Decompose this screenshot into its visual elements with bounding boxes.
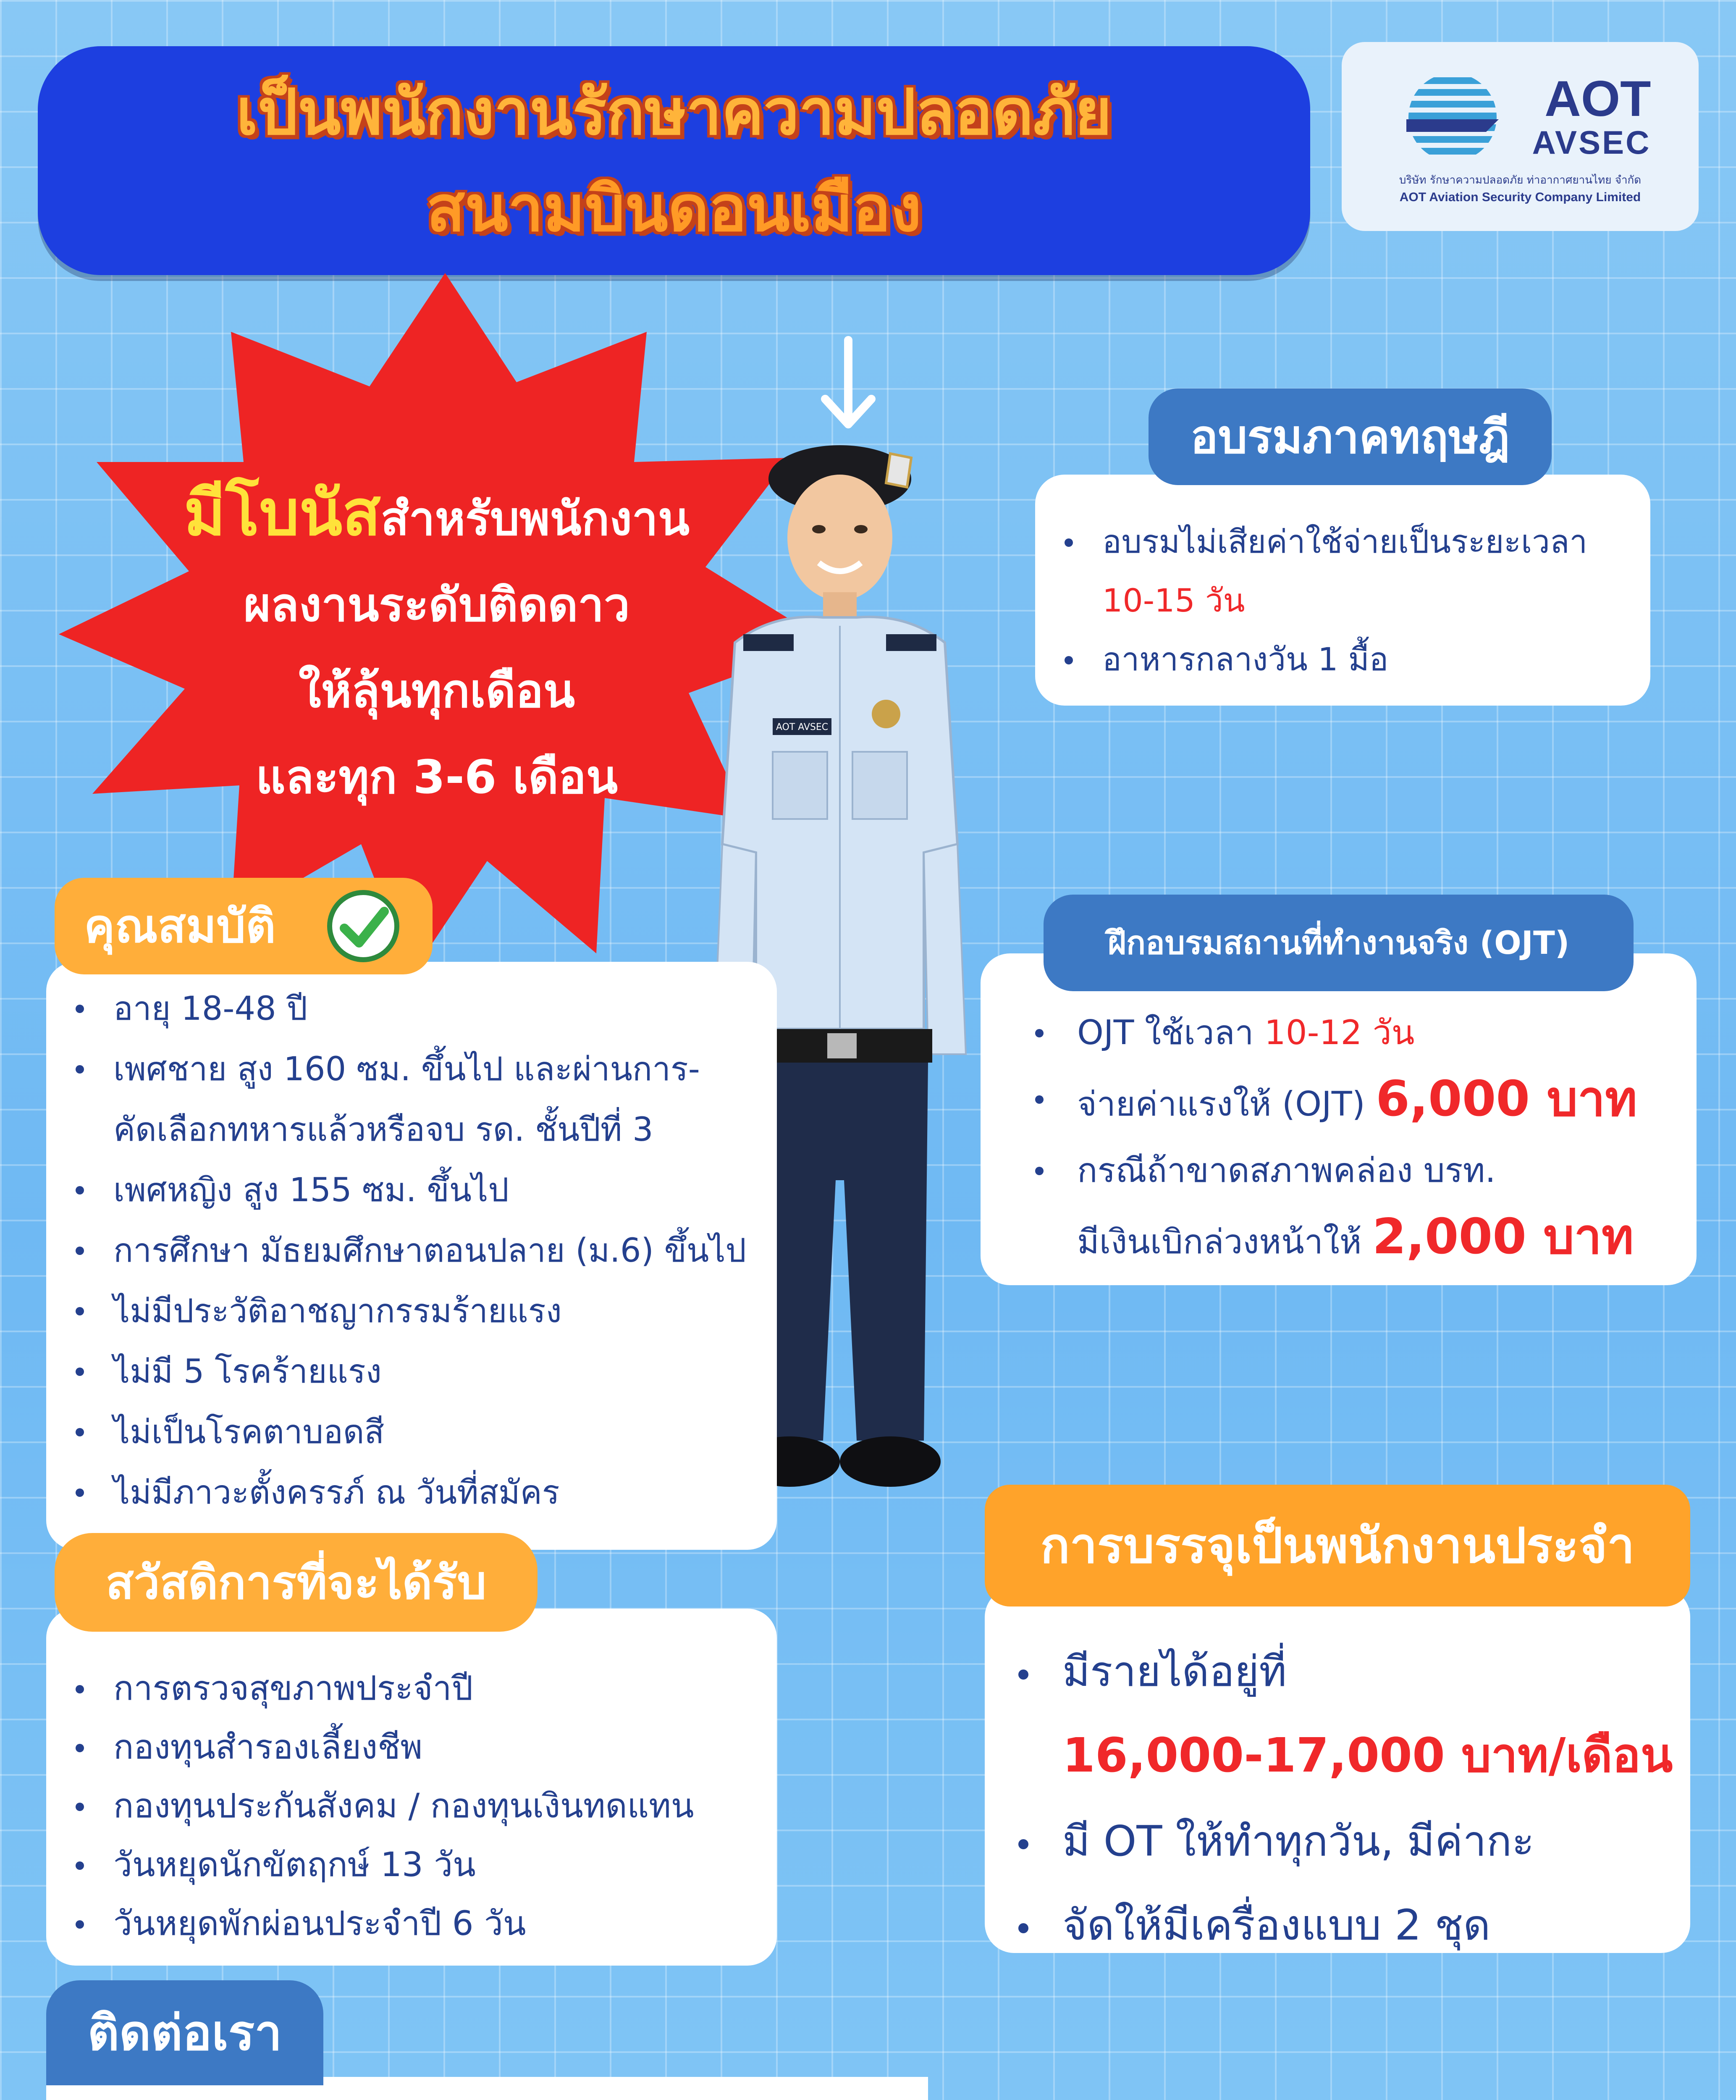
- list-item: [981, 1000, 1697, 1066]
- page-title-line1: เป็นพนักงานรักษาความปลอดภัย: [236, 76, 1112, 149]
- list-item: การศึกษา มัธยมศึกษาตอนปลาย (ม.6) ขึ้นไป: [46, 1221, 777, 1281]
- logo-company-th: บริษัท รักษาความปลอดภัย ท่าอากาศยานไทย จำกัด: [1399, 173, 1642, 186]
- logo-row: [1390, 69, 1651, 165]
- list-item: วันหยุดนักขัตฤกษ์ 13 วัน: [46, 1835, 777, 1894]
- title-banner: [38, 46, 1310, 275]
- welfare-card: [46, 1609, 777, 1966]
- list-item: มี OT ให้ทำทุกวัน, มีค่ากะ: [985, 1799, 1690, 1883]
- ojt-item2-highlight: 6,000 บาท: [1376, 1071, 1637, 1127]
- list-item: เพศหญิง สูง 155 ซม. ขึ้นไป: [46, 1160, 777, 1221]
- list-item: [46, 1039, 777, 1160]
- list-item: [981, 1137, 1697, 1275]
- bonus-line2: ผลงานระดับติดดาว: [244, 578, 630, 632]
- arrow-down-icon: [819, 336, 878, 433]
- bonus-line3: ให้ลุ้นทุกเดือน: [298, 664, 575, 718]
- list-item: กองทุนประกันสังคม / กองทุนเงินทดแทน: [46, 1777, 777, 1835]
- ojt-card: [981, 953, 1697, 1285]
- logo-company-en: AOT Aviation Security Company Limited: [1399, 190, 1641, 204]
- theory-heading: อบรมภาคทฤษฎี: [1149, 388, 1552, 485]
- ojt-heading: ฝึกอบรมสถานที่ทำงานจริง (OJT): [1044, 895, 1634, 991]
- list-item: อาหารกลางวัน 1 มื้อ: [1035, 630, 1650, 689]
- logo-text: [1532, 70, 1651, 161]
- welfare-list: [46, 1659, 777, 1953]
- logo-sub: AVSEC: [1532, 123, 1651, 161]
- list-item: [985, 1630, 1690, 1799]
- theory-card: [1035, 475, 1650, 706]
- list-item: ไม่มีประวัติอาชญากรรมร้ายแรง: [46, 1281, 777, 1341]
- employment-salary: 16,000-17,000 บาท/เดือน: [1062, 1728, 1673, 1783]
- ojt-item1: OJT ใช้เวลา: [1077, 1013, 1254, 1052]
- theory-list: [1035, 512, 1650, 689]
- list-item: ไม่เป็นโรคตาบอดสี: [46, 1402, 777, 1462]
- logo-brand: AOT: [1545, 70, 1651, 127]
- list-item: จัดให้มีเครื่องแบบ 2 ชุด: [985, 1883, 1690, 1967]
- aot-logo-icon: [1390, 69, 1524, 165]
- bonus-line1: [109, 470, 764, 562]
- guard-name-tag: AOT AVSEC: [776, 722, 829, 732]
- aot-avsec-logo: [1342, 42, 1699, 231]
- list-item: การตรวจสุขภาพประจำปี: [46, 1659, 777, 1718]
- employment-list: [985, 1630, 1690, 1967]
- list-item: ไม่มีภาวะตั้งครรภ์ ณ วันที่สมัคร: [46, 1462, 777, 1523]
- ojt-list: [981, 1000, 1697, 1275]
- page-title-line2: สนามบินดอนเมือง: [426, 172, 922, 246]
- ojt-item1-highlight: 10-12 วัน: [1264, 1013, 1415, 1052]
- list-item: [981, 1066, 1697, 1137]
- list-item: ไม่มี 5 โรคร้ายแรง: [46, 1341, 777, 1402]
- bonus-text: [109, 470, 764, 820]
- list-item: วันหยุดพักผ่อนประจำปี 6 วัน: [46, 1894, 777, 1953]
- ojt-item3-line1: กรณีถ้าขาดสภาพคล่อง บรท.: [1077, 1151, 1496, 1190]
- list-item: [1035, 512, 1650, 630]
- welfare-heading: สวัสดิการที่จะได้รับ: [55, 1533, 538, 1632]
- employment-item1: มีรายได้อยู่ที่: [1062, 1647, 1287, 1696]
- qualifications-list: [46, 979, 777, 1523]
- qualifications-card: [46, 962, 777, 1550]
- theory-item1-highlight: 10-15 วัน: [1102, 582, 1245, 619]
- bonus-line1-rest: สำหรับพนักงาน: [380, 492, 690, 546]
- check-icon: [323, 886, 403, 966]
- bonus-highlight: มีโบนัส: [184, 477, 381, 550]
- list-item: อายุ 18-48 ปี: [46, 979, 777, 1039]
- employment-card: [985, 1588, 1690, 1953]
- theory-item1: อบรมไม่เสียค่าใช้จ่ายเป็นระยะเวลา: [1102, 523, 1588, 560]
- qualifications-heading-text: คุณสมบัติ: [84, 899, 276, 953]
- qual-item-line: คัดเลือกทหารแล้วหรือจบ รด. ชั้นปีที่ 3: [113, 1111, 653, 1149]
- ojt-item3-highlight: 2,000 บาท: [1372, 1208, 1634, 1265]
- bonus-line4: และทุก 3-6 เดือน: [255, 750, 618, 804]
- ojt-item3: มีเงินเบิกล่วงหน้าให้: [1077, 1222, 1362, 1261]
- contact-heading: ติดต่อเรา: [46, 1980, 323, 2085]
- list-item: กองทุนสำรองเลี้ยงชีพ: [46, 1718, 777, 1777]
- ojt-item2: จ่ายค่าแรงให้ (OJT): [1077, 1084, 1365, 1124]
- qual-item-line: เพศชาย สูง 160 ซม. ขึ้นไป และผ่านการ-: [113, 1050, 700, 1088]
- employment-heading: การบรรจุเป็นพนักงานประจำ: [985, 1485, 1690, 1606]
